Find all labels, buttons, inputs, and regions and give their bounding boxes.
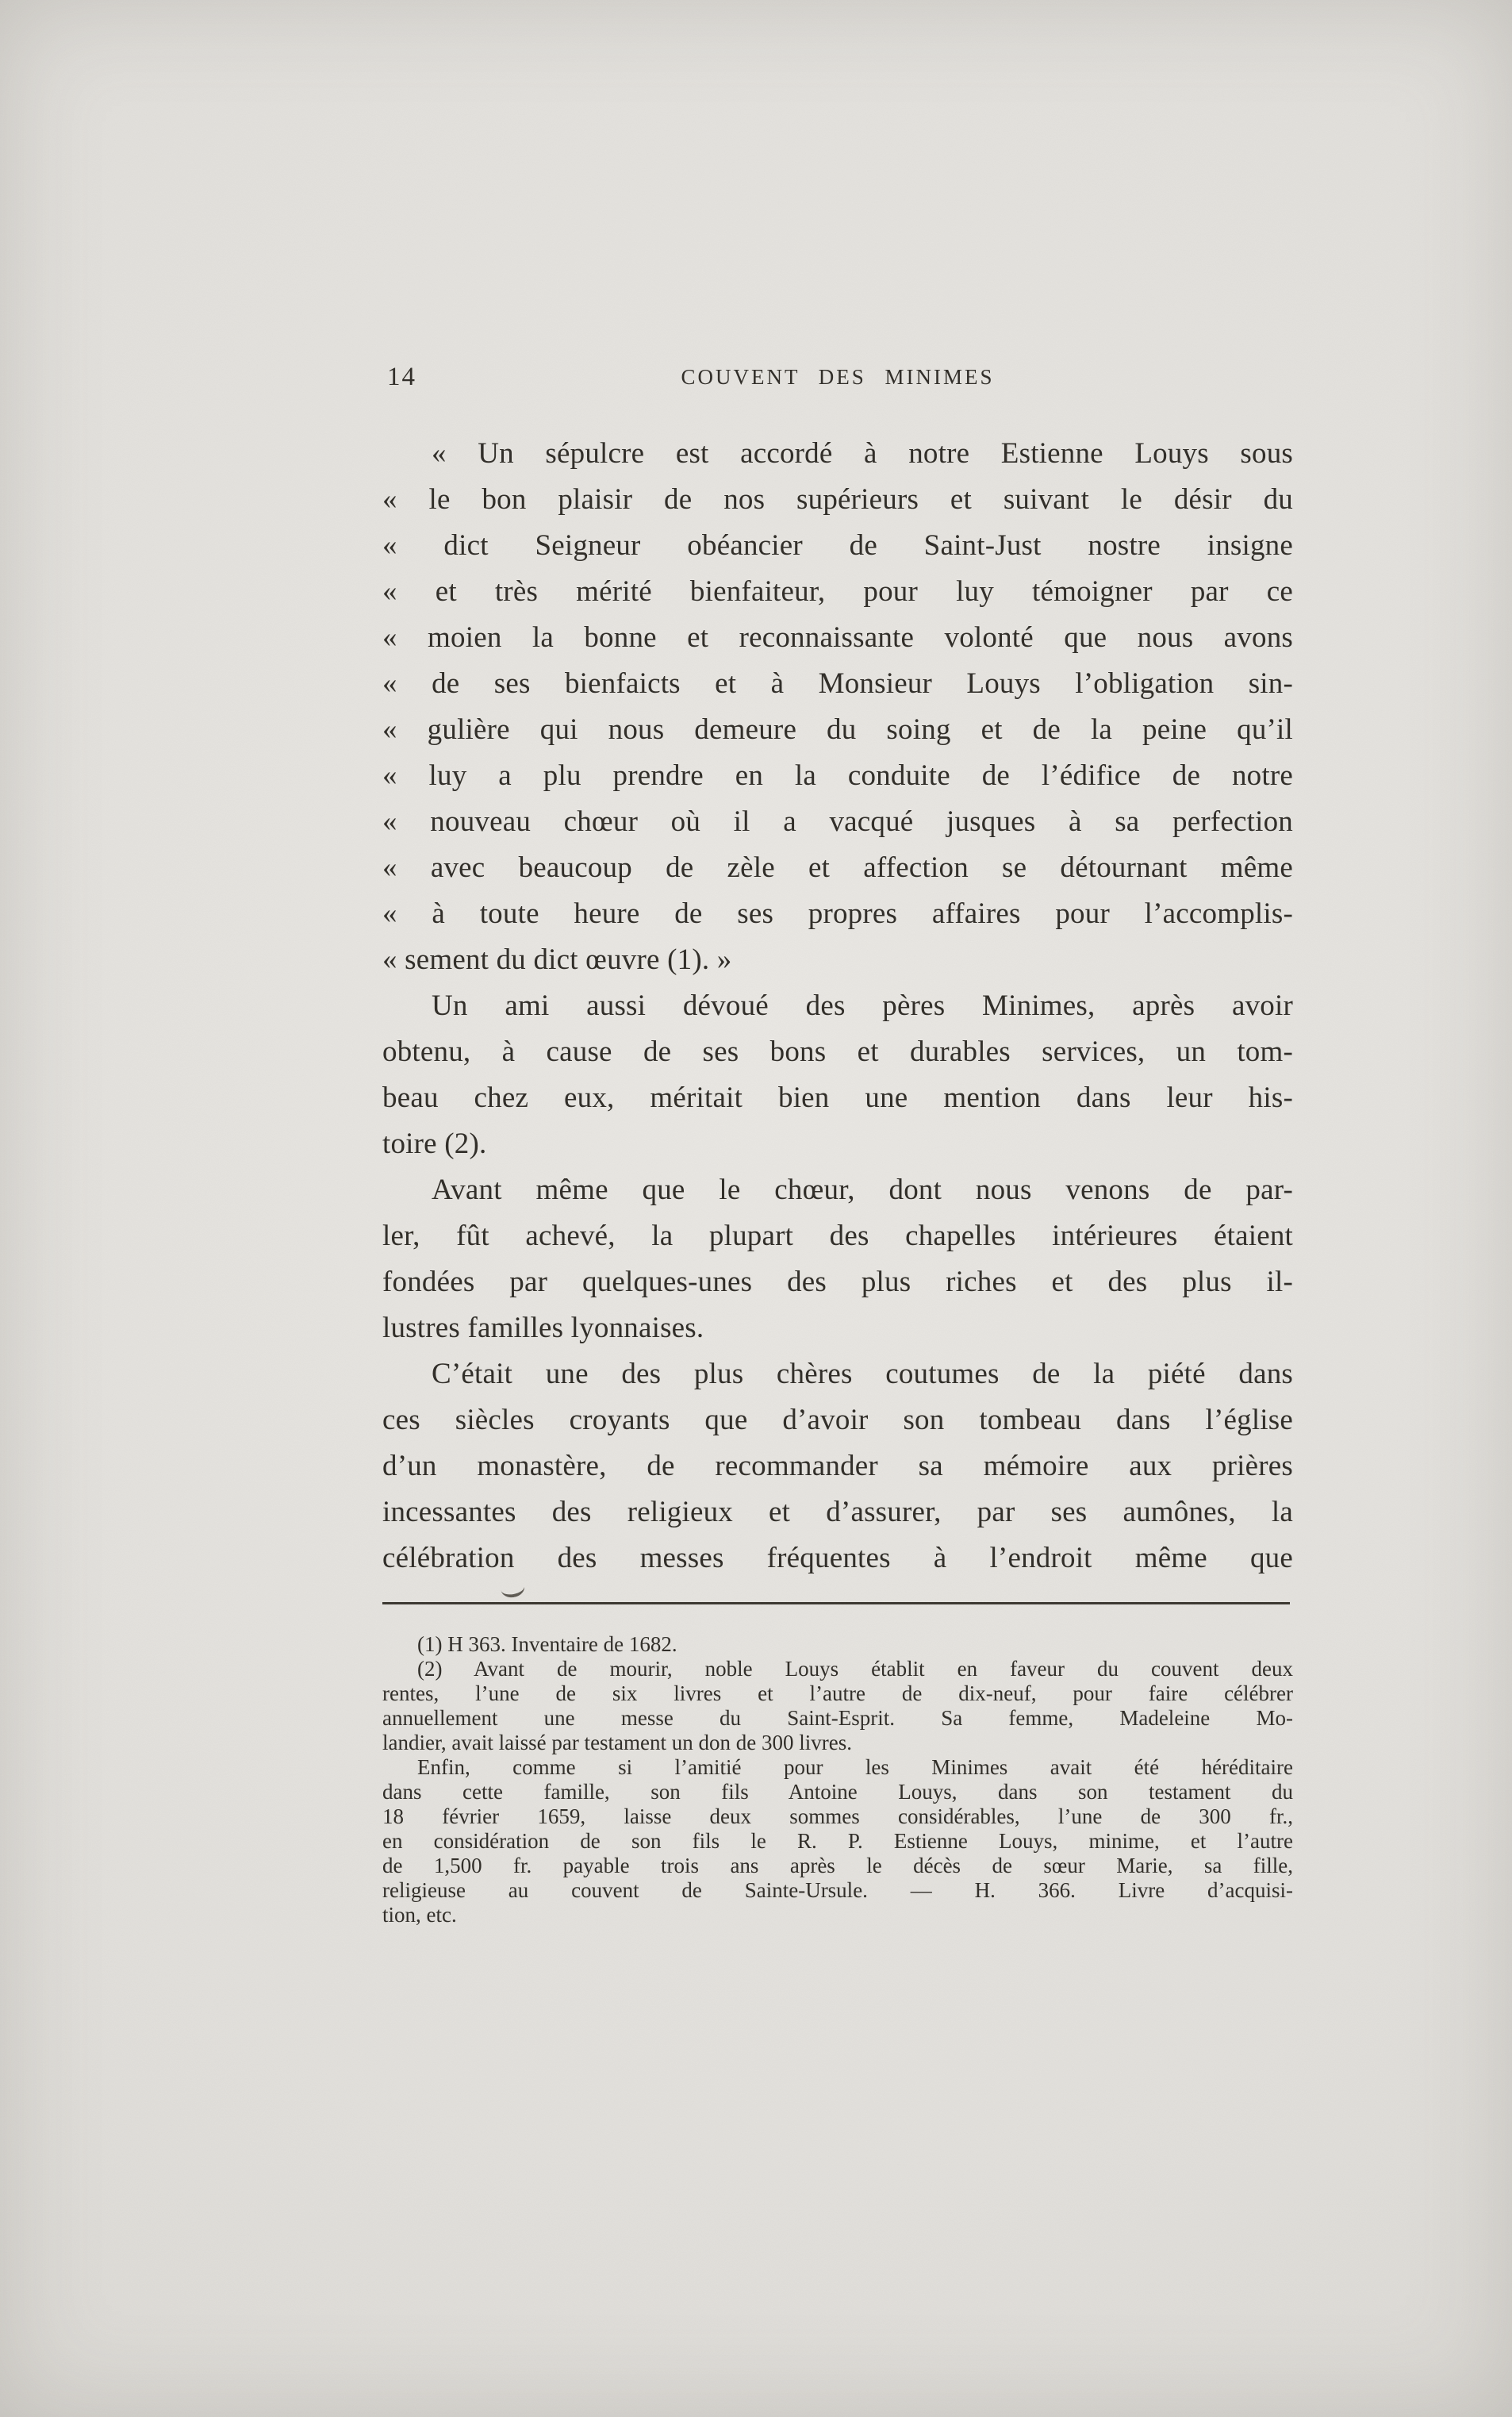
quote-line: « luy a plu prendre en la conduite de l’édifice de notre (382, 759, 1293, 792)
paragraph-line: ces siècles croyants que d’avoir son tombeau dans l’église (382, 1404, 1293, 1436)
paragraph-line: toire (2). (382, 1128, 487, 1160)
footnote-line: tion, etc. (382, 1903, 457, 1927)
quote-line: « moien la bonne et reconnaissante volonté que nous avons (382, 621, 1293, 654)
quote-line: « gulière qui nous demeure du soing et de la peine qu’il (382, 713, 1293, 746)
quote-line: « nouveau chœur où il a vacqué jusques à sa perfection (382, 805, 1293, 838)
footnote-separator (382, 1599, 1293, 1632)
paragraph-line: obtenu, à cause de ses bons et durables services, un tom- (382, 1036, 1293, 1068)
paragraph-line: lustres familles lyonnaises. (382, 1312, 704, 1344)
quoted-passage (382, 431, 1293, 983)
paragraph-line: célébration des messes fréquentes à l’endroit même que (382, 1542, 1293, 1574)
paragraph-line: C’était une des plus chères coutumes de la piété dans (432, 1358, 1293, 1390)
footnote-rule (382, 1602, 1290, 1604)
quote-line: « et très mérité bienfaiteur, pour luy témoigner par ce (382, 575, 1293, 608)
paragraph-1 (382, 983, 1293, 1167)
paragraph-3 (382, 1351, 1293, 1581)
running-title: COUVENT DES MINIMES (681, 365, 995, 389)
quote-line: « à toute heure de ses propres affaires pour l’accomplis- (382, 897, 1293, 930)
ink-smudge-mark (501, 1585, 526, 1600)
footnote-line: Enfin, comme si l’amitié pour les Minimes avait été héréditaire (417, 1755, 1293, 1779)
paragraph-line: incessantes des religieux et d’assurer, par ses aumônes, la (382, 1496, 1293, 1528)
quote-line: « le bon plaisir de nos supérieurs et suivant le désir du (382, 483, 1293, 516)
quote-line: « Un sépulcre est accordé à notre Estienne Louys sous (432, 437, 1293, 470)
paragraph-line: Avant même que le chœur, dont nous venons de par- (432, 1174, 1293, 1206)
page-header (382, 361, 1293, 394)
footnotes (382, 1632, 1293, 1927)
paragraph-2 (382, 1167, 1293, 1351)
quote-line: « sement du dict œuvre (1). » (382, 943, 732, 976)
footnote-line: landier, avait laissé par testament un don de 300 livres. (382, 1731, 852, 1754)
footnote-line: dans cette famille, son fils Antoine Louys, dans son testament du (382, 1780, 1293, 1804)
text-block (382, 361, 1293, 1927)
paragraph-line: d’un monastère, de recommander sa mémoire aux prières (382, 1450, 1293, 1482)
paragraph-line: beau chez eux, méritait bien une mention dans leur his- (382, 1082, 1293, 1114)
quote-line: « avec beaucoup de zèle et affection se détournant même (382, 851, 1293, 884)
paragraph-line: Un ami aussi dévoué des pères Minimes, après avoir (432, 989, 1293, 1022)
quote-line: « dict Seigneur obéancier de Saint-Just nostre insigne (382, 529, 1293, 562)
footnote-line: (1) H 363. Inventaire de 1682. (417, 1632, 677, 1656)
footnote-line: annuellement une messe du Saint-Esprit. Sa femme, Madeleine Mo- (382, 1706, 1293, 1730)
footnote-line: de 1,500 fr. payable trois ans après le décès de sœur Marie, sa fille, (382, 1854, 1293, 1877)
footnote-line: religieuse au couvent de Sainte-Ursule. — H. 366. Livre d’acquisi- (382, 1878, 1293, 1902)
paragraph-line: fondées par quelques-unes des plus riches et des plus il- (382, 1266, 1293, 1298)
footnote-line: rentes, l’une de six livres et l’autre de dix-neuf, pour faire célébrer (382, 1681, 1293, 1705)
paragraph-line: ler, fût achevé, la plupart des chapelles intérieures étaient (382, 1220, 1293, 1252)
footnote-line: 18 février 1659, laisse deux sommes considérables, l’une de 300 fr., (382, 1804, 1293, 1828)
footnote-line: en considération de son fils le R. P. Estienne Louys, minime, et l’autre (382, 1829, 1293, 1853)
footnote-line: (2) Avant de mourir, noble Louys établit en faveur du couvent deux (417, 1657, 1293, 1681)
quote-line: « de ses bienfaicts et à Monsieur Louys l’obligation sin- (382, 667, 1293, 700)
page-number: 14 (387, 363, 416, 391)
